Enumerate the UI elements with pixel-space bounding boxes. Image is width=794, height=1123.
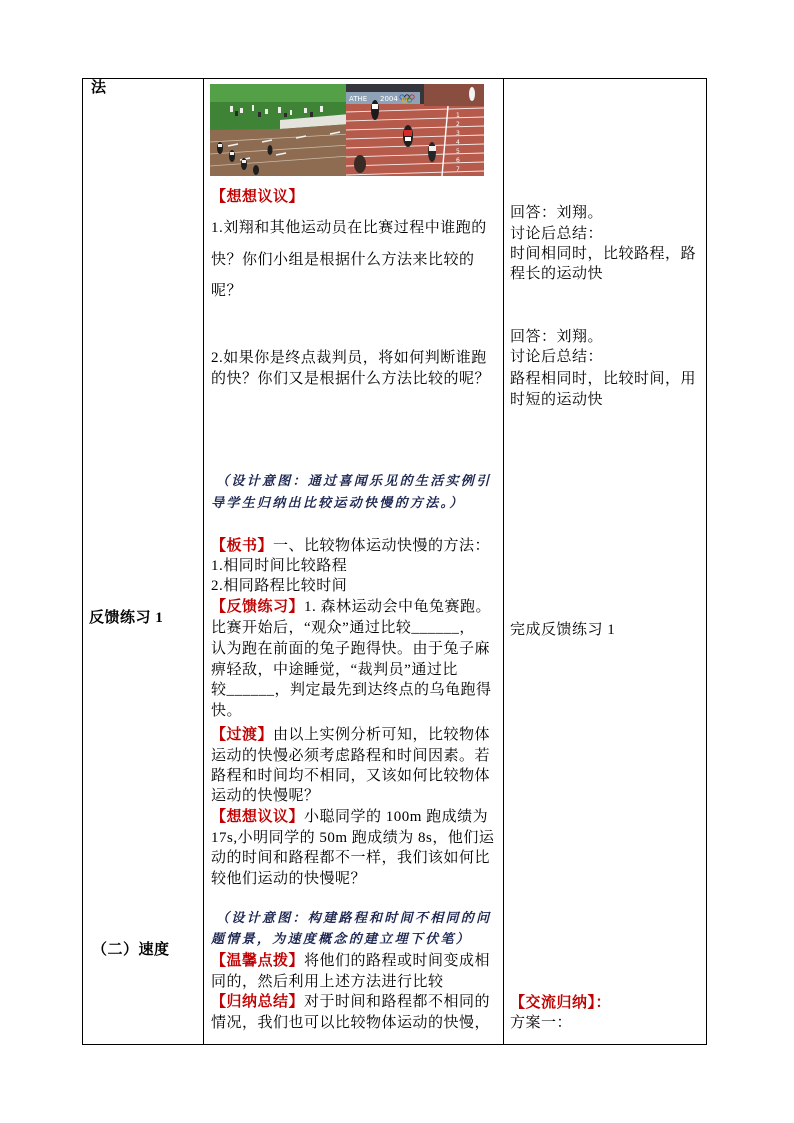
lane-number-2: 2: [456, 121, 460, 128]
hurdles-photo-left: [210, 84, 350, 176]
transition-text: 由以上实例分析可知，比较物体: [273, 727, 491, 743]
question-1-line: 呢？: [211, 283, 243, 299]
lane-number-6: 6: [456, 157, 460, 164]
summary-text: 对于时间和路程都不相同的: [304, 994, 491, 1010]
board-tag: 【板书】: [211, 538, 274, 554]
feedback-section-label: 反馈练习 1: [89, 610, 164, 626]
hurdle-area-top-right: [424, 84, 484, 106]
method-label: 法: [91, 80, 107, 96]
feedback-line: 痹轻敌，中途睡觉，“裁判员”通过比: [211, 662, 458, 678]
feedback-line: 快。: [211, 703, 243, 719]
student-answer-1-line: 讨论后总结：: [510, 226, 604, 242]
banner-text: ATHE: [349, 95, 368, 103]
question-1-line: 1.刘翔和其他运动员在比赛过程中谁跑的: [211, 220, 487, 236]
student-answer-1-line: 时间相同时，比较路程，路: [510, 246, 697, 262]
lane-number-5: 5: [456, 148, 460, 155]
exchange-heading: [510, 993, 611, 1013]
track-left: [210, 124, 350, 176]
grass-field-light: [210, 84, 350, 102]
speed-section-label: （二）速度: [92, 942, 170, 958]
board-item: 2.相同路程比较时间: [211, 578, 348, 594]
lane-number-1: 1: [456, 112, 460, 119]
exchange-line: 方案一：: [510, 1015, 573, 1031]
exchange-tag: 【交流归纳】：: [510, 995, 612, 1011]
summary-heading: [211, 992, 490, 1012]
race-photo: [210, 84, 484, 176]
banner-year: 2004: [380, 95, 398, 103]
feedback-heading: [211, 597, 491, 617]
student-feedback-done: 完成反馈练习 1: [510, 622, 616, 638]
column-divider-left: [203, 78, 204, 1045]
student-answer-1-line: 程长的运动快: [510, 266, 604, 282]
transition-tag: 【过渡】: [211, 727, 274, 743]
question-2-line: 2.如果你是终点裁判员，将如何判断谁跑: [211, 350, 487, 366]
design-intent-2-line: （设计意图：构建路程和时间不相同的问: [216, 911, 492, 926]
finish-photo-right: [346, 84, 484, 176]
question-2-line: 的快？你们又是根据什么方法比较的呢？: [211, 371, 491, 387]
board-heading: [211, 536, 490, 556]
transition-line: 运动的快慢必须考虑路程和时间因素。若: [211, 748, 491, 764]
lane-number-7: 7: [456, 166, 460, 173]
student-answer-1-line: 回答：刘翔。: [510, 205, 604, 221]
tip-tag: 【温馨点拨】: [211, 953, 305, 969]
transition-line: 运动的快慢呢？: [211, 788, 320, 804]
think-discuss-heading-1: [211, 187, 304, 207]
tip-text: 将他们的路程或时间变成相: [304, 953, 491, 969]
feedback-line: 比赛开始后，“观众”通过比较______，: [211, 620, 475, 636]
design-intent-1-line: （设计意图：通过喜闻乐见的生活实例引: [216, 474, 492, 489]
feedback-text: 1. 森林运动会中龟兔赛跑。: [304, 599, 492, 615]
think-discuss-tag: 【想想议议】: [211, 189, 305, 205]
feedback-line: 认为跑在前面的兔子跑得快。由于兔子麻: [211, 641, 491, 657]
transition-heading: [211, 725, 490, 745]
student-answer-2-line: 讨论后总结：: [510, 349, 604, 365]
lane-number-3: 3: [456, 130, 460, 137]
think-discuss-line: 动的时间和路程都不一样，我们该如何比: [211, 850, 491, 866]
think-discuss-line: 17s,小明同学的 50m 跑成绩为 8s，他们运: [211, 830, 495, 846]
lane-number-4: 4: [456, 139, 460, 146]
summary-tag: 【归纳总结】: [211, 994, 305, 1010]
column-divider-right: [503, 78, 504, 1045]
think-discuss-tag: 【想想议议】: [211, 809, 305, 825]
design-intent-1-line: 导学生归纳出比较运动快慢的方法。）: [211, 496, 465, 511]
student-answer-2-line: 回答：刘翔。: [510, 329, 604, 345]
think-discuss-text: 小聪同学的 100m 跑成绩为: [304, 809, 489, 825]
tip-line: 同的，然后利用上述方法进行比较: [211, 974, 444, 990]
board-text: 一、比较物体运动快慢的方法：: [273, 538, 491, 554]
think-discuss-line: 较他们运动的快慢呢？: [211, 871, 367, 887]
feedback-line: 较______，判定最先到达终点的乌龟跑得: [211, 682, 492, 698]
lane-numbers: [456, 112, 460, 173]
feedback-tag: 【反馈练习】: [211, 599, 305, 615]
student-answer-2-line: 路程相同时，比较时间，用: [510, 371, 697, 387]
transition-line: 路程和时间均不相同，又该如何比较物体: [211, 768, 491, 784]
question-1-line: 快？你们小组是根据什么方法来比较的: [211, 252, 475, 268]
think-discuss-heading-2: [211, 807, 488, 827]
tip-heading: [211, 951, 490, 971]
student-answer-2-line: 时短的运动快: [510, 392, 604, 408]
board-item: 1.相同时间比较路程: [211, 558, 348, 574]
design-intent-2-line: 题情景，为速度概念的建立埋下伏笔）: [211, 932, 472, 947]
summary-line: 情况，我们也可以比较物体运动的快慢，: [211, 1015, 491, 1031]
